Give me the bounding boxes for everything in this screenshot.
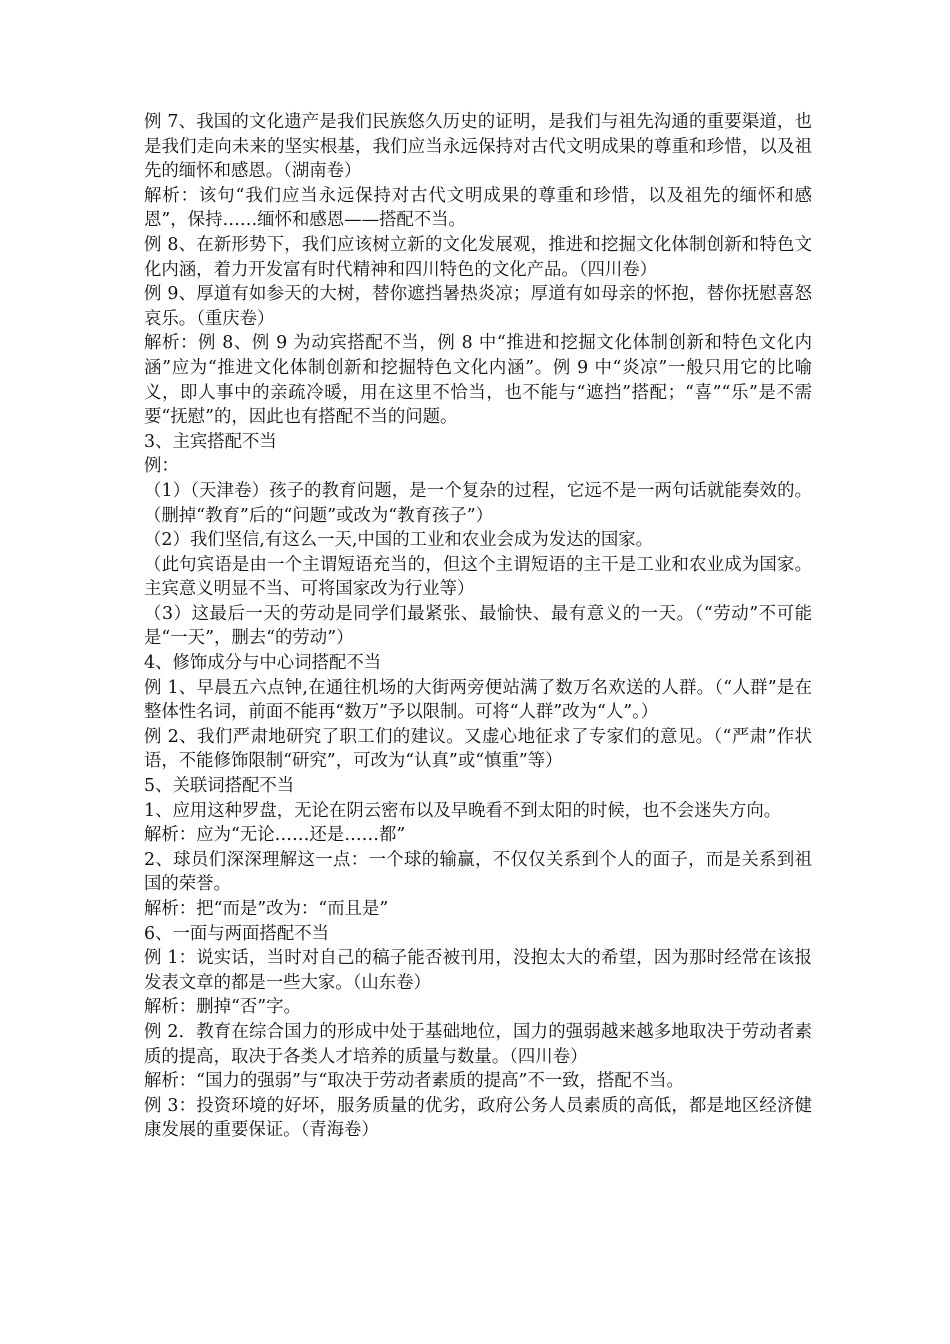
- subject-object-example-1: （1）（天津卷）孩子的教育问题，是一个复杂的过程，它远不是一两句话就能奏效的。（删掉“教育”后的“问题”或改为“教育孩子”）: [144, 480, 812, 526]
- analysis-example-8-9: 解析：例 8、例 9 为动宾搭配不当，例 8 中“推进和挖掘文化体制创新和特色文化内涵”应为“推进文化体制创新和挖掘特色文化内涵”。例 9 中“炎凉”一般只用它的比喻义，即人事中的亲疏冷暖，用在这里不恰当，也不能与“遮挡”搭配；“喜”“乐”是不需要“抚慰”的，因此也有搭配不当的问题。: [144, 333, 812, 428]
- conjunction-analysis-2: 解析：把“而是”改为：“而且是”: [144, 899, 389, 919]
- document-page: [144, 110, 812, 1143]
- examples-label: 例：: [144, 456, 179, 477]
- one-two-sided-example-3: 例 3：投资环境的好坏，服务质量的优劣，政府公务人员素质的高低，都是地区经济健康发展的重要保证。（青海卷）: [144, 1095, 812, 1141]
- one-two-sided-example-1: 例 1：说实话，当时对自己的稿子能否被刊用，没抱太大的希望，因为那时经常在该报发表文章的都是一些大家。（山东卷）: [144, 948, 812, 993]
- section-heading-5: 5、关联词搭配不当: [144, 776, 295, 797]
- section-heading-6: 6、一面与两面搭配不当: [144, 923, 329, 944]
- conjunction-analysis-1: 解析：应为“无论……还是……都”: [144, 825, 406, 846]
- example-7: 例 7、我国的文化遗产是我们民族悠久历史的证明，是我们与祖先沟通的重要渠道，也是我们走向未来的坚实根基，我们应当永远保持对古代文明成果的尊重和珍惜，以及祖先的缅怀和感恩。（湖南卷）: [144, 112, 812, 182]
- modifier-example-2: 例 2、我们严肃地研究了职工们的建议。又虚心地征求了专家们的意见。（“严肃”作状语，不能修饰限制“研究”，可改为“认真”或“慎重”等）: [144, 726, 812, 772]
- one-two-sided-analysis-1: 解析：删掉“否”字。: [144, 997, 301, 1018]
- example-8: 例 8、在新形势下，我们应该树立新的文化发展观，推进和挖掘文化体制创新和特色文化内涵，着力开发富有时代精神和四川特色的文化产品。（四川卷）: [144, 234, 812, 280]
- section-heading-3: 3、主宾搭配不当: [144, 431, 277, 452]
- modifier-example-1: 例 1、早晨五六点钟,在通往机场的大街两旁便站满了数万名欢送的人群。（“人群”是在整体性名词，前面不能再“数万”予以限制。可将“人群”改为“人”。）: [144, 677, 812, 723]
- subject-object-example-2: （2）我们坚信,有这么一天,中国的工业和农业会成为发达的国家。: [144, 530, 654, 551]
- section-heading-4: 4、修饰成分与中心词搭配不当: [144, 653, 382, 674]
- conjunction-example-2: 2、球员们深深理解这一点：一个球的输赢，不仅仅关系到个人的面子，而是关系到祖国的荣誉。: [144, 849, 812, 895]
- subject-object-example-3: （3）这最后一天的劳动是同学们最紧张、最愉快、最有意义的一天。（“劳动”不可能是“一天”，删去“的劳动”）: [144, 603, 812, 649]
- example-9: 例 9、厚道有如参天的大树，替你遮挡暑热炎凉；厚道有如母亲的怀抱，替你抚慰喜怒哀乐。（重庆卷）: [144, 284, 812, 329]
- analysis-example-7: 解析：该句“我们应当永远保持对古代文明成果的尊重和珍惜，以及祖先的缅怀和感恩”，保持……缅怀和感恩——搭配不当。: [144, 185, 812, 231]
- one-two-sided-analysis-2: 解析：“国力的强弱”与“取决于劳动者素质的提高”不一致，搭配不当。: [144, 1071, 684, 1092]
- conjunction-example-1: 1、应用这种罗盘，无论在阴云密布以及早晚看不到太阳的时候，也不会迷失方向。: [144, 800, 782, 821]
- one-two-sided-example-2: 例 2．教育在综合国力的形成中处于基础地位，国力的强弱越来越多地取决于劳动者素质的提高，取决于各类人才培养的质量与数量。（四川卷）: [144, 1021, 812, 1067]
- subject-object-note-2: （此句宾语是由一个主谓短语充当的，但这个主谓短语的主干是工业和农业成为国家。主宾意义明显不当、可将国家改为行业等）: [144, 554, 812, 600]
